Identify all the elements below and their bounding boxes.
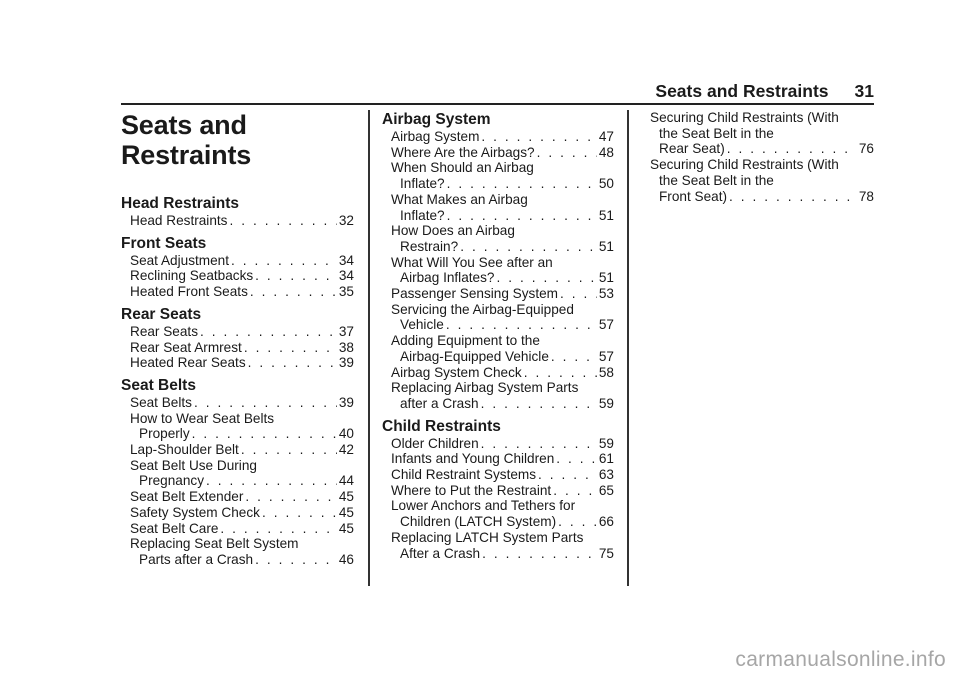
toc-entry-text: the Seat Belt in the: [659, 125, 774, 141]
toc-entry[interactable]: [382, 530, 614, 561]
dot-leader: [481, 396, 597, 412]
section-heading: Rear Seats: [121, 305, 202, 323]
toc-entry-text: Replacing Airbag System Parts: [391, 380, 579, 396]
toc-entry-row: [391, 349, 614, 365]
toc-page-number: 78: [858, 188, 874, 204]
toc-page-number: 47: [598, 129, 614, 144]
toc-page-number: 42: [338, 442, 354, 458]
toc-entry-text: Safety System Check: [130, 504, 260, 520]
toc-page-number: 32: [338, 213, 354, 228]
toc-entry-text: Inflate?: [400, 207, 445, 223]
toc-page-number: 45: [338, 520, 354, 536]
toc-entry[interactable]: [382, 223, 614, 254]
dot-leader: [446, 317, 597, 333]
toc-entry-text: How to Wear Seat Belts: [130, 410, 275, 426]
watermark-text: carmanualsonline.info: [735, 648, 946, 671]
toc-page-number: 57: [598, 317, 614, 333]
toc-entry-text: Servicing the Airbag-Equipped: [391, 301, 574, 317]
toc-entry[interactable]: [121, 268, 354, 284]
toc-entry-text: Airbag Inflates?: [400, 270, 495, 286]
toc-page-number: 65: [598, 482, 614, 498]
toc-page-number: 50: [598, 176, 614, 192]
toc-entry-text: Front Seat): [659, 188, 727, 204]
toc-entry-text: Airbag-Equipped Vehicle: [400, 348, 549, 364]
toc-entry[interactable]: [121, 442, 354, 458]
toc-entry[interactable]: [121, 489, 354, 505]
dot-leader: [262, 505, 337, 521]
toc-entry-row: [130, 213, 354, 229]
toc-entry-text: Seat Belt Care: [130, 520, 219, 536]
toc-entry-row: [391, 365, 614, 381]
toc-entry-text: When Should an Airbag: [391, 160, 534, 176]
toc-entry-text: Adding Equipment to the: [391, 333, 540, 349]
section-heading: Seat Belts: [121, 376, 196, 394]
toc-column-2: [382, 110, 614, 561]
toc-entry-text: Rear Seats: [130, 323, 199, 339]
toc-entry[interactable]: [382, 333, 614, 364]
toc-entry-text: Passenger Sensing System: [391, 286, 558, 302]
dot-leader: [482, 546, 597, 562]
toc-entry-row: [130, 521, 354, 537]
dot-leader: [220, 521, 336, 537]
toc-entry[interactable]: [382, 451, 614, 467]
toc-entry[interactable]: [650, 157, 874, 204]
toc-entry-row: [130, 268, 354, 284]
dot-leader: [727, 141, 857, 157]
toc-entry-text: Securing Child Restraints (With: [650, 110, 839, 125]
dot-leader: [551, 349, 597, 365]
section-heading: Head Restraints: [121, 195, 240, 212]
dot-leader: [245, 489, 337, 505]
running-header: [655, 81, 874, 102]
toc-entry-row: [391, 514, 614, 530]
section-heading: Child Restraints: [382, 417, 501, 435]
toc-entry-row: [391, 145, 614, 161]
section-heading: Airbag System: [382, 111, 491, 128]
toc-entry-text: Parts after a Crash: [139, 551, 254, 567]
toc-entry-text: the Seat Belt in the: [659, 172, 774, 188]
running-header-section: Seats and Restraints: [655, 81, 829, 101]
toc-page-number: 59: [598, 435, 614, 451]
toc-entry-row: [391, 176, 614, 192]
toc-entry[interactable]: [382, 255, 614, 286]
toc-entry[interactable]: [121, 536, 354, 567]
toc-entry-text: Replacing Seat Belt System: [130, 536, 299, 552]
toc-entry-row: [130, 426, 354, 442]
toc-entry-row: [391, 129, 614, 145]
toc-entry[interactable]: [382, 498, 614, 529]
toc-page-number: 37: [338, 323, 354, 339]
toc-entry-text: Vehicle: [400, 317, 444, 333]
toc-page-number: 46: [338, 551, 354, 567]
toc-entry-row: [391, 270, 614, 286]
toc-entry-text: What Makes an Airbag: [391, 191, 528, 207]
toc-page-number: 48: [598, 144, 614, 160]
toc-entry-text: After a Crash: [400, 545, 481, 561]
dot-leader: [192, 426, 337, 442]
toc-entry-text: Older Children: [391, 435, 479, 451]
toc-page-number: 75: [598, 545, 614, 561]
dot-leader: [447, 208, 597, 224]
toc-page-number: 53: [598, 286, 614, 302]
toc-entry-text: Airbag System: [391, 129, 480, 144]
toc-entry-text: Seat Adjustment: [130, 252, 229, 268]
toc-entry-row: [650, 141, 874, 157]
toc-entry[interactable]: [382, 192, 614, 223]
toc-page-number: 44: [338, 473, 354, 489]
dot-leader: [537, 145, 597, 161]
page-number: 31: [854, 81, 874, 101]
toc-entry-text: Securing Child Restraints (With: [650, 157, 839, 173]
toc-entry[interactable]: [121, 213, 354, 229]
toc-page-number: 59: [598, 395, 614, 411]
chapter-title: Seats and Restraints: [121, 110, 252, 170]
toc-column-1-sections: [121, 194, 354, 568]
toc-entry-row: [391, 286, 614, 302]
toc-entry[interactable]: [121, 324, 354, 340]
toc-entry[interactable]: [121, 411, 354, 442]
toc-entry-text: Seat Belts: [130, 394, 192, 410]
dot-leader: [248, 355, 337, 371]
toc-entry-row: [130, 253, 354, 269]
toc-entry-text: Lower Anchors and Tethers for: [391, 498, 576, 514]
toc-column-3-sections: [650, 110, 874, 204]
dot-leader: [231, 253, 337, 269]
toc-entry[interactable]: [382, 129, 614, 145]
toc-page-number: 63: [598, 467, 614, 483]
toc-entry-text: Airbag System Check: [391, 364, 522, 380]
column-divider-1: [368, 110, 370, 586]
toc-entry-text: Inflate?: [400, 176, 445, 192]
toc-entry-row: [391, 483, 614, 499]
dot-leader: [200, 324, 337, 340]
toc-entry-text: Rear Seat Armrest: [130, 339, 242, 355]
toc-entry[interactable]: [121, 340, 354, 356]
dot-leader: [241, 442, 337, 458]
toc-entry-text: after a Crash: [400, 395, 479, 411]
toc-entry-row: [130, 340, 354, 356]
dot-leader: [255, 552, 337, 568]
toc-entry-row: [391, 239, 614, 255]
toc-page-number: 34: [338, 252, 354, 268]
toc-entry[interactable]: [121, 395, 354, 411]
toc-entry-row: [130, 489, 354, 505]
toc-page-number: 61: [598, 451, 614, 467]
dot-leader: [250, 284, 337, 300]
toc-entry[interactable]: [382, 467, 614, 483]
toc-entry-text: Seat Belt Use During: [130, 457, 257, 473]
toc-entry-text: Children (LATCH System): [400, 514, 557, 530]
section-heading: Front Seats: [121, 234, 207, 252]
toc-entry[interactable]: [382, 365, 614, 381]
toc-entry-text: Reclining Seatbacks: [130, 268, 254, 284]
toc-column-3: [650, 110, 874, 204]
toc-page-number: 39: [338, 394, 354, 410]
toc-entry[interactable]: [382, 302, 614, 333]
dot-leader: [244, 340, 337, 356]
toc-entry-text: Heated Rear Seats: [130, 355, 246, 371]
toc-page-number: 58: [598, 364, 614, 380]
toc-page-number: 57: [598, 348, 614, 364]
dot-leader: [553, 483, 597, 499]
toc-column-1: [121, 110, 354, 568]
toc-entry-text: Infants and Young Children: [391, 451, 555, 467]
dot-leader: [538, 467, 597, 483]
toc-entry-row: [130, 284, 354, 300]
column-divider-2: [627, 110, 629, 586]
toc-page-number: 45: [338, 489, 354, 505]
toc-entry-row: [391, 546, 614, 562]
dot-leader: [194, 395, 337, 411]
dot-leader: [496, 270, 596, 286]
toc-entry-row: [130, 442, 354, 458]
toc-entry-row: [391, 208, 614, 224]
dot-leader: [729, 189, 857, 205]
toc-entry-row: [650, 189, 874, 205]
toc-page-number: 76: [858, 141, 874, 157]
toc-entry-row: [130, 552, 354, 568]
toc-entry-row: [391, 467, 614, 483]
toc-column-2-sections: [382, 110, 614, 561]
dot-leader: [206, 473, 337, 489]
toc-entry-text: What Will You See after an: [391, 254, 553, 270]
toc-page-number: 51: [598, 238, 614, 254]
toc-page-number: 45: [338, 504, 354, 520]
toc-entry[interactable]: [121, 505, 354, 521]
toc-entry-text: Seat Belt Extender: [130, 489, 244, 505]
toc-entry-text: Child Restraint Systems: [391, 467, 537, 483]
toc-entry-text: How Does an Airbag: [391, 223, 515, 239]
toc-entry-text: Head Restraints: [130, 213, 228, 228]
toc-entry-text: Heated Front Seats: [130, 284, 248, 300]
toc-entry-row: [391, 396, 614, 412]
dot-leader: [481, 129, 596, 145]
toc-entry[interactable]: [650, 110, 874, 157]
toc-entry[interactable]: [382, 483, 614, 499]
toc-entry-text: Lap-Shoulder Belt: [130, 442, 239, 458]
toc-entry-row: [130, 473, 354, 489]
dot-leader: [560, 286, 597, 302]
toc-entry-row: [130, 395, 354, 411]
toc-entry-text: Properly: [139, 426, 190, 442]
dot-leader: [524, 365, 597, 381]
toc-page-number: 40: [338, 426, 354, 442]
toc-entry-row: [130, 324, 354, 340]
toc-entry-row: [391, 317, 614, 333]
toc-entry[interactable]: [382, 436, 614, 452]
header-rule: [121, 103, 874, 105]
toc-entry-row: [130, 505, 354, 521]
toc-entry-text: Where to Put the Restraint: [391, 482, 552, 498]
toc-entry-text: Rear Seat): [659, 141, 725, 157]
toc-page-number: 35: [338, 284, 354, 300]
toc-page-number: 66: [598, 514, 614, 530]
toc-entry[interactable]: [382, 380, 614, 411]
dot-leader: [255, 268, 337, 284]
toc-entry[interactable]: [121, 521, 354, 537]
toc-entry-row: [130, 355, 354, 371]
dot-leader: [556, 451, 597, 467]
toc-page-number: 38: [338, 339, 354, 355]
dot-leader: [447, 176, 597, 192]
toc-entry[interactable]: [382, 160, 614, 191]
toc-entry-text: Restrain?: [400, 238, 459, 254]
toc-page-number: 34: [338, 268, 354, 284]
toc-entry[interactable]: [121, 355, 354, 371]
toc-entry[interactable]: [121, 458, 354, 489]
toc-page-number: 39: [338, 355, 354, 371]
toc-page-number: 51: [598, 270, 614, 286]
toc-entry[interactable]: [382, 286, 614, 302]
dot-leader: [481, 436, 597, 452]
toc-entry-text: Where Are the Airbags?: [391, 144, 535, 160]
toc-page-number: 51: [598, 207, 614, 223]
toc-entry-text: Replacing LATCH System Parts: [391, 529, 584, 545]
toc-entry-row: [391, 451, 614, 467]
dot-leader: [460, 239, 597, 255]
toc-entry[interactable]: [121, 253, 354, 269]
dot-leader: [558, 514, 597, 530]
toc-entry[interactable]: [382, 145, 614, 161]
toc-entry[interactable]: [121, 284, 354, 300]
dot-leader: [229, 213, 336, 229]
toc-entry-row: [391, 436, 614, 452]
toc-entry-text: Pregnancy: [139, 473, 204, 489]
